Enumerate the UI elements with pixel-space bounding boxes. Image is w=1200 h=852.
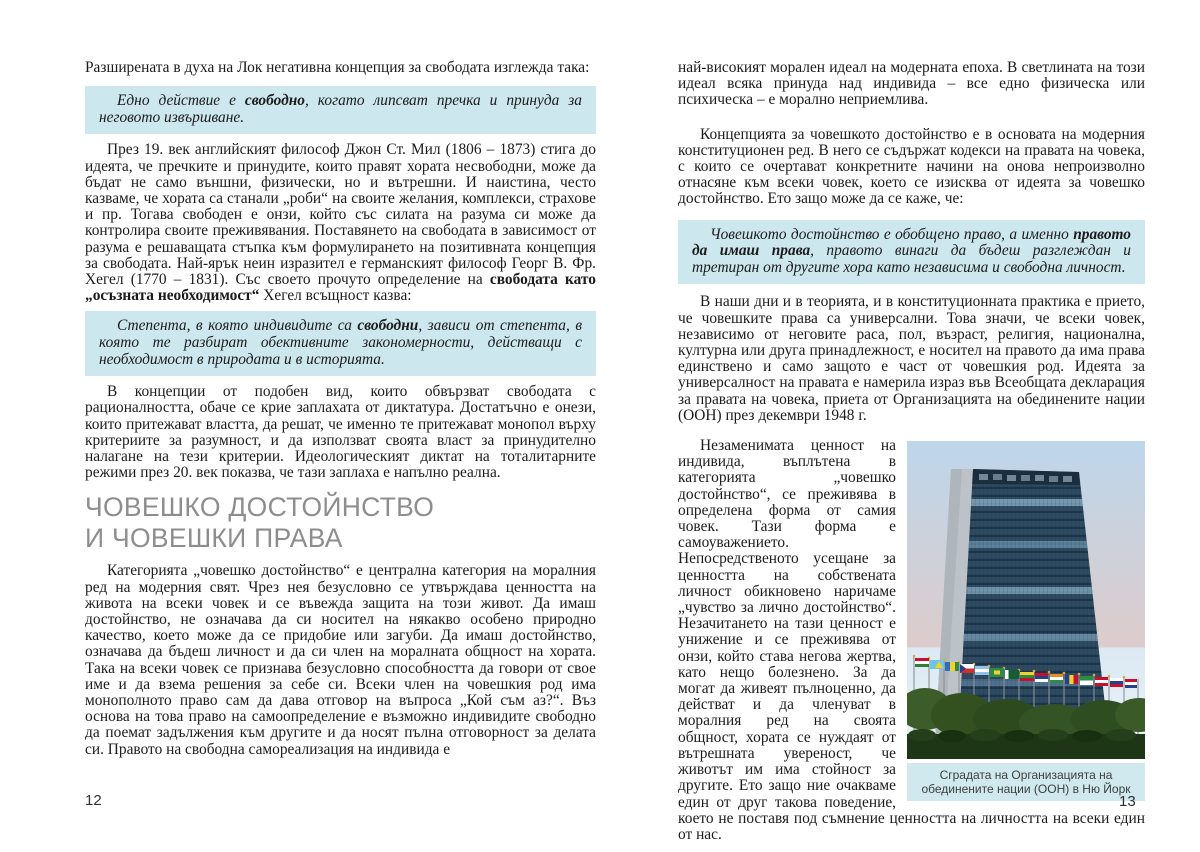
quote-box-free-action: Едно действие е свободно, когато липсват пречка и принуда за неговото извършване. <box>85 86 596 134</box>
quote-box-hegel-freedom: Степента, в която индивидите са свободни, зависи от степента, в която те разбират обективните закономерности, действащи с необходимост в природата и в историята. <box>85 311 596 376</box>
page-right <box>678 60 1145 843</box>
section-heading <box>85 492 596 554</box>
page-left <box>85 60 596 758</box>
paragraph-moral-ideal: най-високият морален идеал на модерната епоха. В светлината на този идеал всяка принуда над индивида – все едно физическа или психическа – е морално неприемлива. <box>678 59 1145 109</box>
paragraph-locke-concept: Разширената в духа на Лок негативна концепция за свободата изглежда така: <box>85 59 590 76</box>
photo-hedge <box>907 729 1145 759</box>
paragraph-universal-rights: В наши дни и в теорията, и в конституционната практика е прието, че човешките права са универсални. Това значи, че всеки човек, независимо от неговите раса, пол, възраст, религия, национална, културна или друга принадлежност, е носител на правото да има права единствено и само защото е част от човешкия род. Идеята за универсалност на правата е намерила израз във Всеобщата декларация за правата на човека, приета от Организацията на обединените нации (ООН) през декември 1948 г. <box>678 293 1145 424</box>
paragraph-mill-hegel: През 19. век английският философ Джон Ст. Мил (1806 – 1873) стига до идеята, че пречките и принудите, които правят хората несвободни, може да бъдат не само външни, физически, но и вътрешни. И наистина, често казваме, че хората са станали „роби“ на своите желания, комплекси, страхове и пр. Тогава свободен е онзи, който със силата на разума си може да контролира своите преживявания. Поставянето на свободата в зависимост от разума е решаващата стъпка към формулирането на позитивната концепция за свободата. Най-ярък неин изразител е германският философ Георг В. Фр. Хегел (1770 – 1831). Със своето прочуто определение на свободата като „осъзната необходимост“ Хегел всъщност казва: <box>85 141 596 305</box>
figure-un-building <box>907 441 1145 801</box>
quote-box-right-to-have-rights: Човешкото достойнство е обобщено право, а именно правото да имаш права, правото винаги да бъдеш разглеждан и третиран от другите хора като независима и свободна личност. <box>678 220 1145 285</box>
wrapped-block <box>678 438 1145 843</box>
section-heading-line1: ЧОВЕШКО ДОСТОЙНСТВО <box>85 492 435 523</box>
page-number-right: 13 <box>1119 793 1136 810</box>
paragraph-dictatorship-threat: В концепции от подобен вид, които обвързват свободата с рационалността, обаче се крие заплахата от диктатура. Достатъчно е онези, които притежават властта, да решат, че именно те притежават монопол върху критериите за разумност, и да използват своята власт за принудително налагане на тези критерии. Идеологическият диктат на тоталитарните режими през 20. век показва, че тази заплаха е напълно реална. <box>85 383 596 482</box>
page-number-left: 12 <box>85 792 102 809</box>
paragraph-self-respect: Незаменимата ценност на индивида, въплътена в категорията „човешко достойнство“, се преживява в определена форма от самия човек. Тази форма е самоуважението. Непосредственото усещане за ценността на собствената личност обикновено наричаме „чувство за лично достойнство“. Незачитането на тази ценност е унижение и се преживява от онзи, който става негова жертва, като нещо болезнено. За да могат да живеят пълноценно, да действат и да членуват в моралния ред на своята общност, хората се нуждаят от вътрешната увереност, че животът им има стойност за другите. Ето защо ние очакваме един от друг такова поведение, което не поставя под съмнение ценността на личността на всеки един от нас. <box>678 437 1145 843</box>
un-building-photo <box>907 441 1145 759</box>
figure-caption: Сградата на Организацията на обединените нации (ООН) в Ню Йорк <box>907 763 1145 801</box>
section-heading-line2: И ЧОВЕШКИ ПРАВА <box>85 523 343 554</box>
paragraph-dignity-category: Категорията „човешко достойнство“ е централна категория на моралния ред на модерния свят. Чрез нея безусловно се утвърждава ценността на живота на всеки човек и се въвежда защита на този живот. Да имаш достойнство, не означава да си носител на някакво особено природно качество, което може да се придобие или загуби. Да имаш достойнство, означава да бъдеш личност и да си член на моралната общност на хората. Така на всеки човек се признава безусловно способността да говори от свое име и да взема решения за себе си. Всеки член на човешкия род има монополното право сам да дава отговор на въпроса „Кой съм аз?“. Въз основа на това право на самоопределение е възможно индивидите свободно да поемат задължения към другите и да носят пълна отговорност за делата си. Правото на свободна самореализация на индивида е <box>85 562 596 758</box>
paragraph-constitutional-order: Концепцията за човешкото достойнство е в основата на модерния конституционен ред. В него се съдържат кодекси на правата на човека, с които се очертават конкретните начини на онова непроизволно отнасяне към всеки човек, което се изисква от идеята за човешко достойнство. Ето защо може да се каже, че: <box>678 125 1145 208</box>
